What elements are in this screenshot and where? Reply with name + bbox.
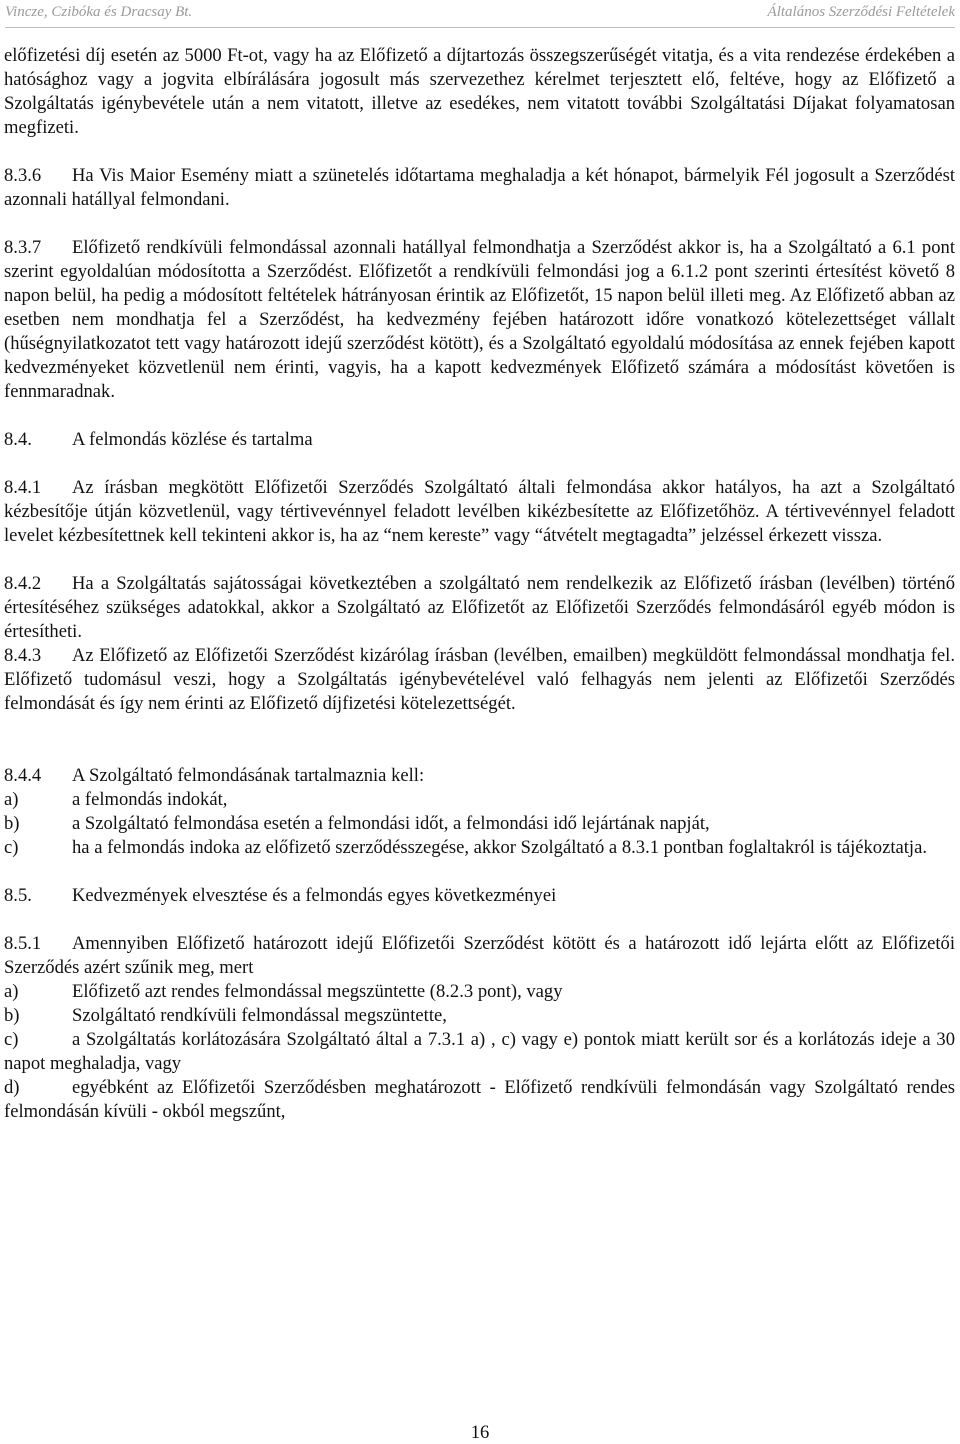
list-item xyxy=(4,1004,955,1028)
list-marker: b) xyxy=(4,813,20,834)
section-8-3-6 xyxy=(4,164,955,212)
section-8-4-1 xyxy=(4,476,955,548)
section-text: Ha Vis Maior Esemény miatt a szünetelés időtartama meghaladja a két hónapot, bármelyik Fél jogosult a Szerződést azonnali hatállyal felmondani. xyxy=(4,165,955,210)
section-number: 8.4.1 xyxy=(4,477,42,498)
list-text: ha a felmondás indoka az előfizető szerződésszegése, akkor Szolgáltató a 8.3.1 pontban foglaltakról is tájékoztatja. xyxy=(72,837,927,858)
section-text: Az írásban megkötött Előfizetői Szerződés Szolgáltató általi felmondása akkor hatályos, ha azt a Szolgáltató kézbesítője útján közvetlenül, vagy tértivevénnyel feladott levélben kikézbesítette az Előfizetőhöz. A tértivevénnyel feladott levelet kézbesítettnek kell tekinteni akkor is, ha az “nem kereste” vagy “átvételt megtagadta” jelzéssel érkezett vissza. xyxy=(4,477,955,546)
list-marker: c) xyxy=(4,1029,19,1050)
list-text: Előfizető azt rendes felmondással megszüntette (8.2.3 pont), vagy xyxy=(72,981,563,1002)
page-number: 16 xyxy=(470,1422,490,1443)
list-marker: a) xyxy=(4,981,19,1002)
list-marker: c) xyxy=(4,837,19,858)
header-document-title: Általános Szerződési Feltételek xyxy=(767,4,955,20)
list-text: Szolgáltató rendkívüli felmondással megszüntette, xyxy=(72,1005,447,1026)
section-number: 8.4.3 xyxy=(4,645,42,666)
list-item xyxy=(4,1028,955,1076)
section-text: A Szolgáltató felmondásának tartalmaznia kell: xyxy=(72,765,425,786)
section-number: 8.5.1 xyxy=(4,933,42,954)
section-heading: Kedvezmények elvesztése és a felmondás egyes következményei xyxy=(72,885,557,906)
list-marker: d) xyxy=(4,1077,20,1098)
page-header xyxy=(5,4,955,24)
list-marker: a) xyxy=(4,789,19,810)
list-item xyxy=(4,836,955,860)
section-8-5-heading xyxy=(4,884,955,908)
section-number: 8.4. xyxy=(4,429,32,450)
list-text: a felmondás indokát, xyxy=(72,789,228,810)
header-company: Vincze, Czibóka és Dracsay Bt. xyxy=(5,4,193,20)
section-text: Előfizető rendkívüli felmondással azonnali hatállyal felmondhatja a Szerződést akkor is, ha a Szolgáltató a 6.1 pont szerint egyoldalúan módosította a Szerződést. Előfizetőt a rendkívüli felmondási jog a 6.1.2 pont szerinti értesítést követő 8 napon belül, ha pedig a módosított feltételek hátrányosan érintik az Előfizetőt, 15 napon belül illeti meg. Az Előfizető abban az esetben nem mondhatja fel a Szerződést, ha kedvezmény fejében határozott időre vonatkozó kötelezettséget vállalt (hűségnyilatkozatot tett vagy határozott idejű szerződést kötött), és a Szolgáltató egyoldalú módosítása az ennek fejében kapott kedvezményeket közvetlenül nem érinti, vagyis, ha a kapott kedvezmények Előfizető számára a módosítást követően is fennmaradnak. xyxy=(4,237,955,402)
section-number: 8.4.2 xyxy=(4,573,42,594)
header-divider xyxy=(5,27,955,28)
list-item xyxy=(4,1076,955,1124)
list-text: a Szolgáltatás korlátozására Szolgáltató által a 7.3.1 a) , c) vagy e) pontok miatt került sor és a korlátozás ideje a 30 napot meghaladja, vagy xyxy=(4,1029,955,1074)
section-8-4-3 xyxy=(4,644,955,716)
section-8-4-heading xyxy=(4,428,955,452)
list-text: a Szolgáltató felmondása esetén a felmondási időt, a felmondási idő lejártának napját, xyxy=(72,813,710,834)
section-8-5-1 xyxy=(4,932,955,980)
section-text: Az Előfizető az Előfizetői Szerződést kizárólag írásban (levélben, emailben) megküldött felmondással mondhatja fel. Előfizető tudomásul veszi, hogy a Szolgáltatás igénybevételével való felhagyás nem jelenti az Előfizetői Szerződés felmondását és így nem érinti az Előfizető díjfizetési kötelezettségét. xyxy=(4,645,955,714)
section-8-4-4 xyxy=(4,764,955,788)
list-item xyxy=(4,980,955,1004)
list-item xyxy=(4,788,955,812)
section-number: 8.3.7 xyxy=(4,237,42,258)
document-body xyxy=(4,44,955,1124)
section-number: 8.4.4 xyxy=(4,765,42,786)
paragraph-intro: előfizetési díj esetén az 5000 Ft-ot, vagy ha az Előfizető a díjtartozás összegszerűségét vitatja, és a vita rendezése érdekében a hatósághoz vagy a jogvita elbírálására jogosult más szervezethez kérelmet terjesztett elő, feltéve, hogy az Előfizető a Szolgáltatás igénybevétele után a nem vitatott, illetve az esedékes, nem vitatott további Szolgáltatási Díjakat folyamatosan megfizeti. xyxy=(4,45,955,138)
section-text: Amennyiben Előfizető határozott idejű Előfizetői Szerződést kötött és a határozott idő lejárta előtt az Előfizetői Szerződés azért szűnik meg, mert xyxy=(4,933,955,978)
section-number: 8.5. xyxy=(4,885,32,906)
section-number: 8.3.6 xyxy=(4,165,42,186)
list-marker: b) xyxy=(4,1005,20,1026)
list-text: egyébként az Előfizetői Szerződésben meghatározott - Előfizető rendkívüli felmondásán vagy Szolgáltató rendes felmondásán kívüli - okból megszűnt, xyxy=(4,1077,955,1122)
section-8-4-2 xyxy=(4,572,955,644)
section-heading: A felmondás közlése és tartalma xyxy=(72,429,313,450)
section-text: Ha a Szolgáltatás sajátosságai következtében a szolgáltató nem rendelkezik az Előfizető írásban (levélben) történő értesítéséhez szükséges adatokkal, akkor a Szolgáltató az Előfizetőt az Előfizetői Szerződés felmondásáról egyéb módon is értesítheti. xyxy=(4,573,955,642)
list-item xyxy=(4,812,955,836)
section-8-3-7 xyxy=(4,236,955,404)
